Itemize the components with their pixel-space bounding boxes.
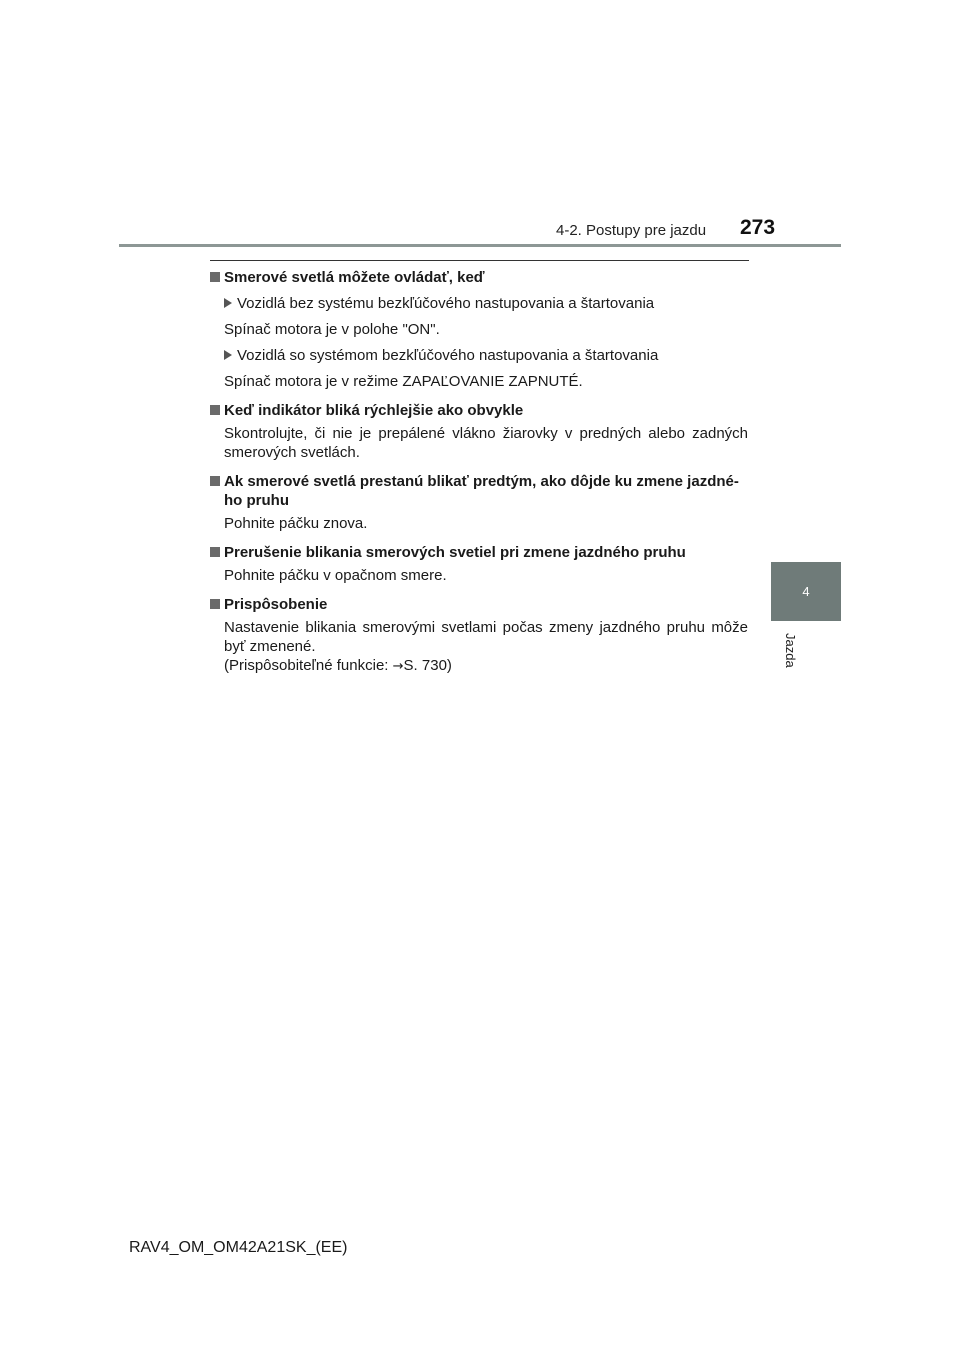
- page-reference-link[interactable]: S. 730): [403, 657, 452, 674]
- square-bullet-icon: [210, 476, 220, 486]
- document-code: RAV4_OM_OM42A21SK_(EE): [129, 1239, 348, 1256]
- sub-item-label: Vozidlá so systémom bezkľúčového nastupovania a štartovania: [237, 347, 659, 364]
- chapter-tab: [771, 562, 841, 621]
- square-bullet-icon: [210, 599, 220, 609]
- header-section-title: 4-2. Postupy pre jazdu: [556, 222, 707, 239]
- reference-prefix: (Prispôsobiteľné funkcie:: [224, 657, 393, 674]
- square-bullet-icon: [210, 405, 220, 415]
- section-heading: Prispôsobenie: [224, 596, 328, 613]
- section-text: Pohnite páčku v opačnom smere.: [224, 567, 447, 584]
- page-number: 273: [740, 216, 776, 239]
- sub-item-text: Spínač motora je v polohe "ON".: [224, 321, 440, 338]
- section-signal-operation: [210, 268, 748, 391]
- section-interrupt-flashing: [210, 543, 748, 585]
- section-text: Skontrolujte, či nie je prepálené vlákno žiarovky v predných alebo zadných smerových svetlách.: [224, 425, 748, 461]
- chapter-label: Jazda: [783, 633, 798, 668]
- section-heading: Prerušenie blikania smerových svetiel pri zmene jazdného pruhu: [224, 544, 686, 561]
- section-customization: [210, 595, 748, 676]
- square-bullet-icon: [210, 547, 220, 557]
- section-fast-flashing: [210, 401, 748, 462]
- section-heading: Keď indikátor bliká rýchlejšie ako obvykle: [224, 402, 524, 419]
- square-bullet-icon: [210, 272, 220, 282]
- section-stop-flashing: [210, 472, 748, 533]
- triangle-bullet-icon: [224, 350, 232, 360]
- sub-item-text: Spínač motora je v režime ZAPAĽOVANIE ZAPNUTÉ.: [224, 373, 583, 390]
- section-text: Nastavenie blikania smerovými svetlami počas zmeny jazdného pruhu môže byť zmenené.: [224, 619, 748, 655]
- arrow-right-icon: →: [392, 659, 404, 674]
- chapter-number: 4: [802, 584, 810, 599]
- section-heading: Smerové svetlá môžete ovládať, keď: [224, 269, 485, 286]
- section-heading: Ak smerové svetlá prestanú blikať predtým, ako dôjde ku zmene jazdné-ho pruhu: [224, 473, 739, 509]
- sub-item-label: Vozidlá bez systému bezkľúčového nastupovania a štartovania: [237, 295, 655, 312]
- section-text: Pohnite páčku znova.: [224, 515, 368, 532]
- sub-item: [224, 346, 748, 365]
- content-body: [210, 268, 748, 686]
- triangle-bullet-icon: [224, 298, 232, 308]
- sub-item: [224, 294, 748, 313]
- cross-reference: [224, 656, 748, 676]
- header-divider: [119, 244, 841, 247]
- content-top-divider: [210, 260, 749, 261]
